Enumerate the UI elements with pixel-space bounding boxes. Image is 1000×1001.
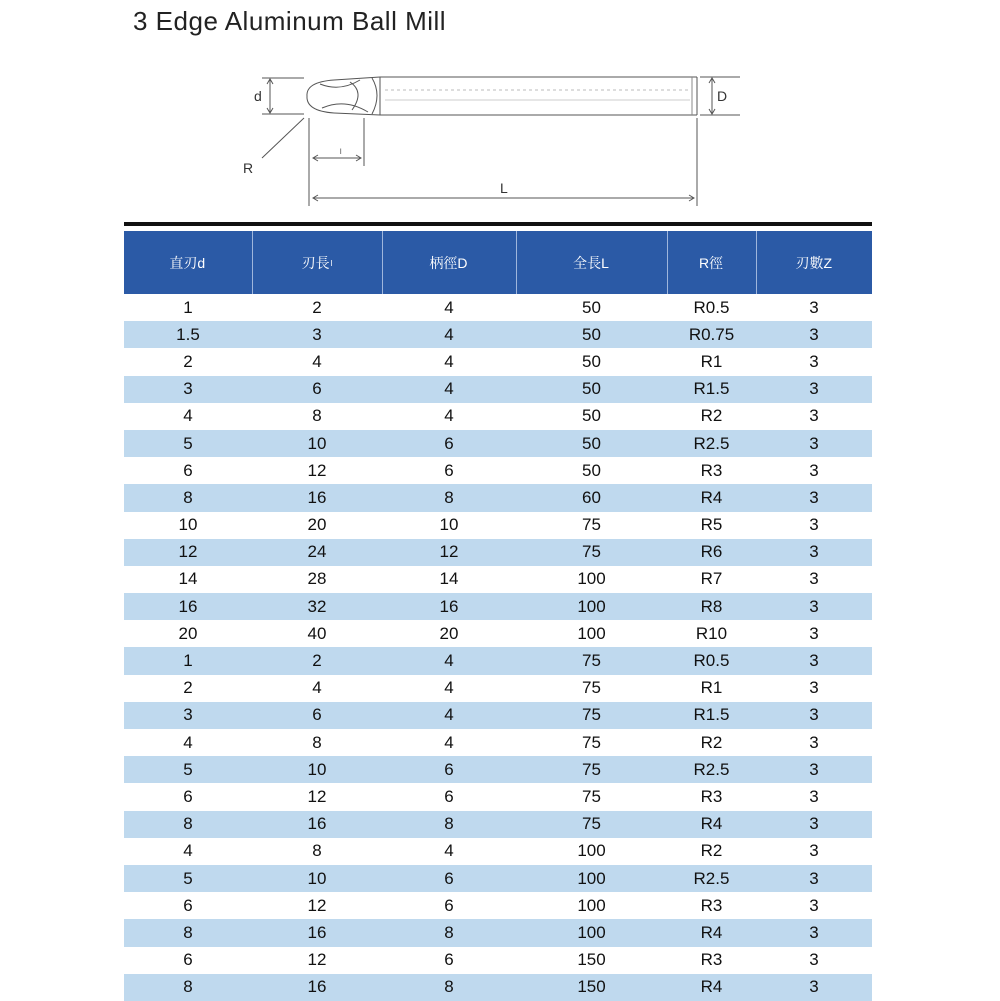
table-cell: 8 — [252, 838, 382, 865]
table-cell: 3 — [756, 675, 872, 702]
dimension-d — [262, 78, 304, 114]
table-row — [124, 484, 872, 511]
table-row — [124, 457, 872, 484]
table-cell: 4 — [382, 348, 516, 375]
table-cell: 1 — [124, 647, 252, 674]
table-top-rule — [124, 222, 872, 226]
table-cell: 50 — [516, 457, 667, 484]
table-cell: 16 — [124, 593, 252, 620]
table-cell: 100 — [516, 892, 667, 919]
label-l: l — [340, 149, 342, 156]
table-cell: 100 — [516, 865, 667, 892]
table-cell: R1.5 — [667, 376, 756, 403]
table-row — [124, 620, 872, 647]
table-cell: 6 — [382, 430, 516, 457]
table-cell: 4 — [252, 675, 382, 702]
header-cell: 全長L — [516, 231, 667, 294]
header-cell: 柄徑D — [382, 231, 516, 294]
label-L: L — [500, 180, 508, 196]
radius-leader — [262, 118, 304, 158]
table-cell: 16 — [382, 593, 516, 620]
table-row — [124, 865, 872, 892]
table-cell: 10 — [252, 756, 382, 783]
table-row — [124, 593, 872, 620]
table-cell: 6 — [124, 457, 252, 484]
table-cell: 3 — [756, 919, 872, 946]
table-row — [124, 702, 872, 729]
table-row — [124, 348, 872, 375]
table-cell: 150 — [516, 974, 667, 1001]
table-row — [124, 539, 872, 566]
table-cell: 60 — [516, 484, 667, 511]
table-cell: 4 — [382, 838, 516, 865]
table-cell: 16 — [252, 919, 382, 946]
table-cell: 4 — [382, 403, 516, 430]
table-cell: 100 — [516, 838, 667, 865]
table-cell: R7 — [667, 566, 756, 593]
table-cell: R4 — [667, 974, 756, 1001]
table-cell: R8 — [667, 593, 756, 620]
table-cell: 6 — [124, 783, 252, 810]
table-cell: 50 — [516, 403, 667, 430]
table-row — [124, 430, 872, 457]
table-cell: 16 — [252, 811, 382, 838]
table-cell: 1.5 — [124, 321, 252, 348]
header-cell: 刃數Z — [756, 231, 872, 294]
table-row — [124, 403, 872, 430]
table-row — [124, 729, 872, 756]
table-cell: 10 — [382, 512, 516, 539]
table-cell: 3 — [756, 838, 872, 865]
table-cell: 3 — [756, 947, 872, 974]
table-cell: 3 — [756, 539, 872, 566]
table-cell: R2.5 — [667, 430, 756, 457]
dimension-l — [313, 155, 361, 161]
table-cell: 3 — [756, 321, 872, 348]
table-cell: 8 — [124, 484, 252, 511]
table-cell: 8 — [252, 403, 382, 430]
table-cell: R1.5 — [667, 702, 756, 729]
table-cell: R2 — [667, 403, 756, 430]
table-header-row — [124, 231, 872, 294]
table-cell: R10 — [667, 620, 756, 647]
table-cell: 150 — [516, 947, 667, 974]
table-cell: 8 — [382, 811, 516, 838]
label-d: d — [254, 88, 262, 104]
table-cell: 6 — [382, 756, 516, 783]
table-row — [124, 512, 872, 539]
table-cell: 3 — [756, 484, 872, 511]
table-cell: 4 — [124, 729, 252, 756]
table-cell: 75 — [516, 702, 667, 729]
page-title: 3 Edge Aluminum Ball Mill — [133, 6, 447, 36]
table-cell: R3 — [667, 783, 756, 810]
table-cell: 3 — [756, 702, 872, 729]
table-cell: 75 — [516, 512, 667, 539]
table-row — [124, 294, 872, 321]
table-cell: 4 — [124, 403, 252, 430]
table-cell: 8 — [124, 811, 252, 838]
table-cell: R3 — [667, 947, 756, 974]
table-row — [124, 811, 872, 838]
spec-table — [124, 231, 872, 1001]
table-row — [124, 838, 872, 865]
table-cell: 75 — [516, 539, 667, 566]
table-cell: 8 — [252, 729, 382, 756]
table-cell: 6 — [382, 783, 516, 810]
table-cell: 75 — [516, 729, 667, 756]
table-cell: 24 — [252, 539, 382, 566]
table-cell: 3 — [124, 702, 252, 729]
table-cell: 3 — [756, 783, 872, 810]
header-cell: R徑 — [667, 231, 756, 294]
table-cell: 3 — [756, 376, 872, 403]
table-cell: 3 — [756, 756, 872, 783]
table-cell: 10 — [252, 865, 382, 892]
table-cell: 50 — [516, 294, 667, 321]
label-R: R — [243, 160, 254, 176]
table-row — [124, 321, 872, 348]
table-cell: 3 — [756, 729, 872, 756]
table-row — [124, 566, 872, 593]
table-cell: 16 — [252, 484, 382, 511]
table-cell: 2 — [252, 294, 382, 321]
table-cell: 5 — [124, 430, 252, 457]
table-row — [124, 647, 872, 674]
table-cell: 100 — [516, 593, 667, 620]
table-cell: 50 — [516, 376, 667, 403]
table-cell: R2.5 — [667, 865, 756, 892]
table-cell: 6 — [124, 947, 252, 974]
table-cell: 12 — [252, 457, 382, 484]
table-cell: 8 — [382, 919, 516, 946]
table-cell: 75 — [516, 647, 667, 674]
table-cell: 8 — [124, 974, 252, 1001]
table-cell: 3 — [124, 376, 252, 403]
table-cell: 75 — [516, 675, 667, 702]
table-cell: 4 — [252, 348, 382, 375]
table-cell: 6 — [382, 892, 516, 919]
table-cell: R3 — [667, 457, 756, 484]
table-cell: R4 — [667, 484, 756, 511]
table-cell: 14 — [124, 566, 252, 593]
table-cell: R2 — [667, 729, 756, 756]
table-cell: 12 — [252, 892, 382, 919]
table-cell: 75 — [516, 783, 667, 810]
table-cell: 75 — [516, 756, 667, 783]
table-cell: 28 — [252, 566, 382, 593]
table-cell: 3 — [756, 294, 872, 321]
table-cell: 12 — [252, 947, 382, 974]
table-cell: R1 — [667, 348, 756, 375]
table-cell: R1 — [667, 675, 756, 702]
table-cell: 3 — [756, 620, 872, 647]
table-cell: 3 — [756, 512, 872, 539]
table-cell: 3 — [756, 593, 872, 620]
table-cell: R3 — [667, 892, 756, 919]
table-cell: 3 — [756, 457, 872, 484]
table-row — [124, 756, 872, 783]
table-row — [124, 974, 872, 1001]
table-cell: 12 — [382, 539, 516, 566]
ball-mill-diagram — [0, 0, 1000, 220]
table-cell: 6 — [382, 947, 516, 974]
table-cell: 6 — [252, 376, 382, 403]
table-cell: 100 — [516, 566, 667, 593]
table-row — [124, 892, 872, 919]
table-cell: R2.5 — [667, 756, 756, 783]
table-cell: 4 — [382, 675, 516, 702]
table-cell: 3 — [756, 348, 872, 375]
table-cell: R4 — [667, 811, 756, 838]
table-cell: 1 — [124, 294, 252, 321]
table-cell: R6 — [667, 539, 756, 566]
table-cell: 4 — [382, 376, 516, 403]
table-cell: 50 — [516, 430, 667, 457]
table-cell: 8 — [382, 484, 516, 511]
table-cell: 3 — [756, 647, 872, 674]
table-cell: 4 — [382, 321, 516, 348]
table-cell: 3 — [756, 892, 872, 919]
table-cell: 2 — [124, 675, 252, 702]
table-body — [124, 294, 872, 1001]
table-cell: R0.5 — [667, 294, 756, 321]
table-cell: 3 — [756, 430, 872, 457]
table-cell: 6 — [382, 457, 516, 484]
table-cell: 3 — [756, 865, 872, 892]
table-cell: 20 — [252, 512, 382, 539]
label-D: D — [717, 88, 728, 104]
tool-body — [307, 77, 697, 115]
table-cell: R0.75 — [667, 321, 756, 348]
table-cell: 3 — [756, 566, 872, 593]
table-cell: 5 — [124, 865, 252, 892]
table-cell: 10 — [124, 512, 252, 539]
table-cell: 8 — [124, 919, 252, 946]
table-cell: 6 — [124, 892, 252, 919]
table-cell: 40 — [252, 620, 382, 647]
table-cell: 100 — [516, 620, 667, 647]
table-row — [124, 783, 872, 810]
table-row — [124, 675, 872, 702]
table-cell: 3 — [252, 321, 382, 348]
header-cell: 刃長l — [252, 231, 382, 294]
table-cell: 4 — [382, 294, 516, 321]
table-row — [124, 947, 872, 974]
table-cell: 2 — [252, 647, 382, 674]
table-cell: 20 — [124, 620, 252, 647]
table-cell: 4 — [382, 647, 516, 674]
table-cell: 8 — [382, 974, 516, 1001]
table-cell: R2 — [667, 838, 756, 865]
table-cell: 50 — [516, 348, 667, 375]
table-cell: 10 — [252, 430, 382, 457]
table-cell: 3 — [756, 403, 872, 430]
table-cell: R0.5 — [667, 647, 756, 674]
table-cell: 2 — [124, 348, 252, 375]
table-cell: 75 — [516, 811, 667, 838]
table-row — [124, 919, 872, 946]
table-cell: 6 — [252, 702, 382, 729]
header-cell: 直刃d — [124, 231, 252, 294]
table-cell: 6 — [382, 865, 516, 892]
table-cell: 100 — [516, 919, 667, 946]
table-cell: 12 — [252, 783, 382, 810]
table-cell: 12 — [124, 539, 252, 566]
table-cell: 5 — [124, 756, 252, 783]
table-cell: 20 — [382, 620, 516, 647]
table-cell: R5 — [667, 512, 756, 539]
table-cell: 4 — [124, 838, 252, 865]
table-cell: R4 — [667, 919, 756, 946]
table-cell: 14 — [382, 566, 516, 593]
table-cell: 16 — [252, 974, 382, 1001]
table-cell: 4 — [382, 702, 516, 729]
table-cell: 3 — [756, 811, 872, 838]
table-row — [124, 376, 872, 403]
table-cell: 32 — [252, 593, 382, 620]
table-cell: 50 — [516, 321, 667, 348]
table-cell: 3 — [756, 974, 872, 1001]
table-cell: 4 — [382, 729, 516, 756]
